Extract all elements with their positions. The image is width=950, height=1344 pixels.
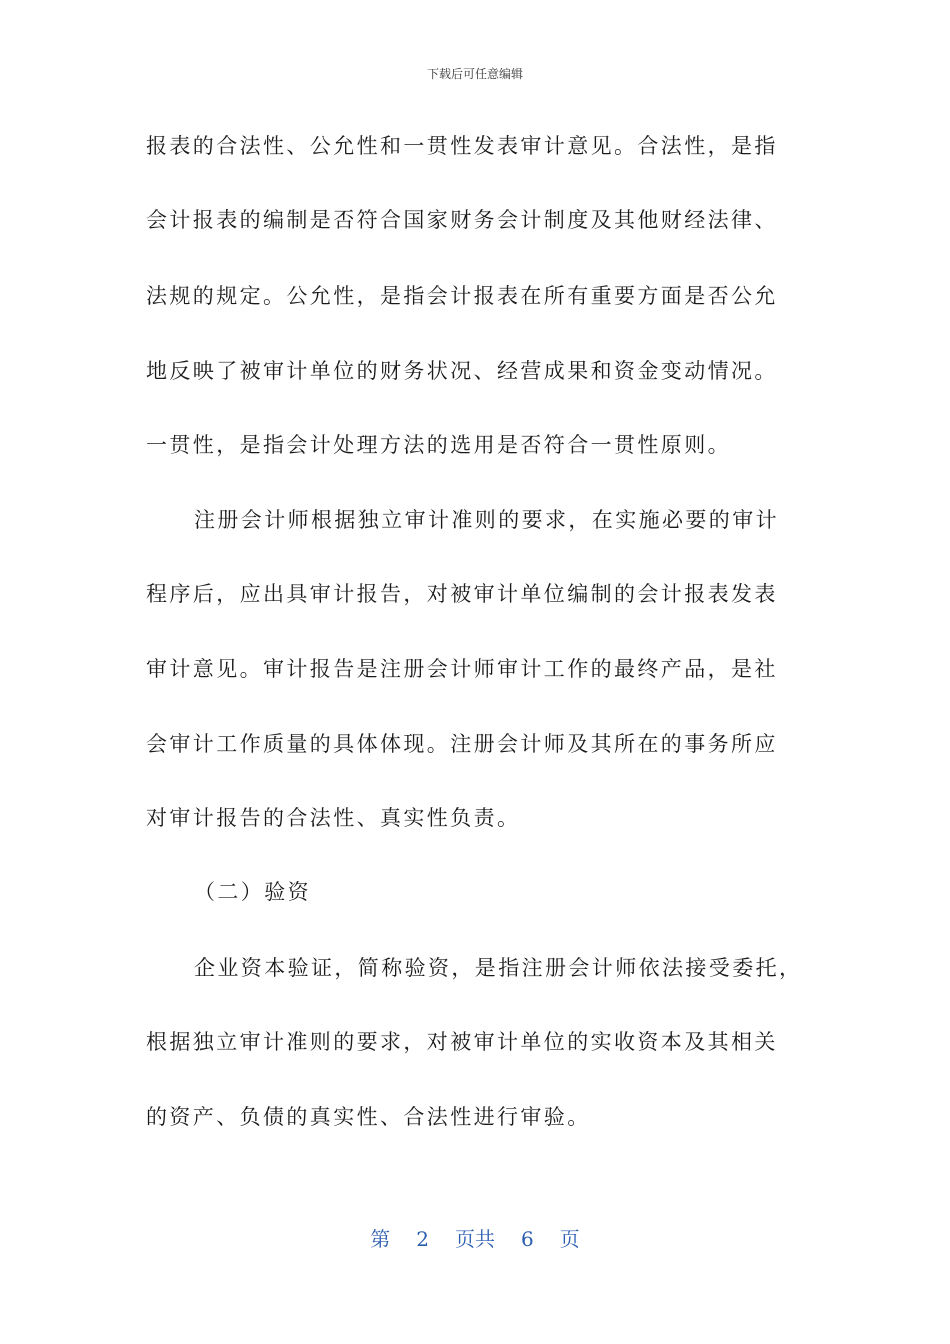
body-line: 企业资本验证，简称验资，是指注册会计师依法接受委托， — [194, 956, 803, 980]
body-line: 注册会计师根据独立审计准则的要求，在实施必要的审计 — [194, 508, 779, 532]
body-line: 报表的合法性、公允性和一贯性发表审计意见。合法性，是指 — [146, 134, 778, 158]
current-page-number: 2 — [416, 1227, 429, 1251]
body-line: 一贯性，是指会计处理方法的选用是否符合一贯性原则。 — [146, 433, 731, 457]
body-line: 对审计报告的合法性、真实性负责。 — [146, 806, 521, 830]
body-line: 会计报表的编制是否符合国家财务会计制度及其他财经法律、 — [146, 208, 778, 232]
body-line: 法规的规定。公允性，是指会计报表在所有重要方面是否公允 — [146, 284, 778, 308]
total-pages-number: 6 — [521, 1227, 534, 1251]
page-footer — [0, 1224, 950, 1254]
body-line: 审计意见。审计报告是注册会计师审计工作的最终产品，是社 — [146, 657, 778, 681]
section-heading: （二）验资 — [194, 880, 311, 904]
page-header: 下载后可任意编辑 — [426, 67, 523, 81]
page-label-middle: 页共 — [455, 1227, 495, 1251]
body-line: 的资产、负债的真实性、合法性进行审验。 — [146, 1105, 591, 1129]
page-label-prefix: 第 — [370, 1227, 391, 1251]
body-line: 地反映了被审计单位的财务状况、经营成果和资金变动情况。 — [146, 359, 778, 383]
page-label-suffix: 页 — [559, 1227, 580, 1251]
body-line: 程序后，应出具审计报告，对被审计单位编制的会计报表发表 — [146, 582, 778, 606]
body-line: 根据独立审计准则的要求，对被审计单位的实收资本及其相关 — [146, 1030, 778, 1054]
body-line: 会审计工作质量的具体体现。注册会计师及其所在的事务所应 — [146, 732, 778, 756]
